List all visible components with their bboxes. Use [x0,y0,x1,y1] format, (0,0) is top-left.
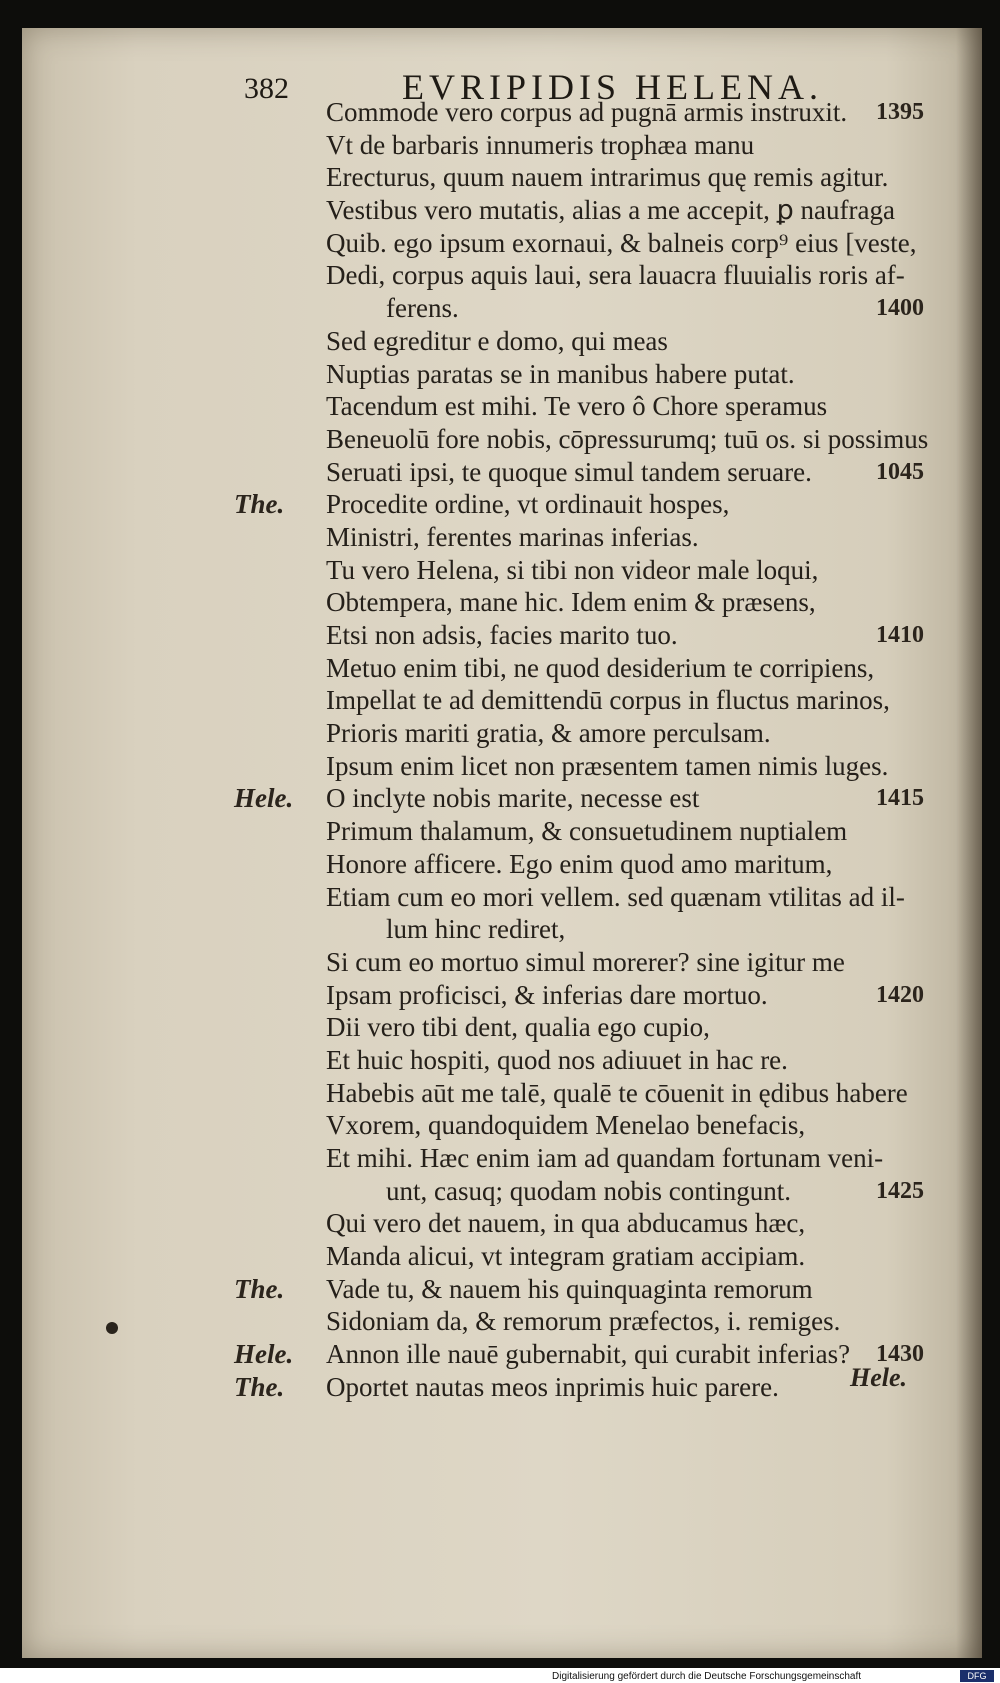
line-number: 1410 [876,622,924,648]
verse-line [22,913,982,946]
verse-line [22,358,982,391]
verse-line [22,586,982,619]
verse-line [22,1338,982,1371]
page-title: EVRIPIDIS HELENA. [402,67,823,107]
verse-line [22,96,982,129]
verse-text: Impellat te ad demittendū corpus in fluctus marinos, [326,685,890,716]
verse-text: Ipsum enim licet non præsentem tamen nimis luges. [326,750,889,781]
verse-text: Vxorem, quandoquidem Menelao benefacis, [326,1110,806,1141]
verse-text: Obtempera, mane hic. Idem enim & præsens, [326,587,816,618]
verse-line [22,161,982,194]
verse-text: Vt de barbaris innumeris trophæa manu [326,129,755,160]
verse-line [22,325,982,358]
verse-text: Annon ille nauē gubernabit, qui curabit inferias? [326,1339,851,1370]
verse-line [22,848,982,881]
verse-line [22,1273,982,1306]
verse-text: Habebis aūt me talē, qualē te cōuenit in ędibus habere [326,1077,908,1108]
verse-line [22,129,982,162]
verse-line [22,390,982,423]
verse-line [22,684,982,717]
speaker-label: The. [234,1371,285,1402]
verse-text: Honore afficere. Ego enim quod amo maritum, [326,848,833,879]
verse-line [22,1175,982,1208]
verse-line [22,782,982,815]
line-number: 1400 [876,295,924,322]
ink-blot [106,1322,118,1334]
verse-line [22,946,982,979]
verse-text: unt, casuq; quodam nobis contingunt. [386,1175,791,1206]
verse-line [22,881,982,914]
verse-line [22,1207,982,1240]
verse-text: Ministri, ferentes marinas inferias. [326,521,699,552]
speaker-label: The. [234,489,285,520]
verse-text: Etsi non adsis, facies marito tuo. [326,620,678,650]
verse-line [22,1011,982,1044]
verse-line [22,652,982,685]
verse-text: Beneuolū fore nobis, cōpressurumq; tuū os. si possimus [326,423,929,454]
verse-text: Dedi, corpus aquis laui, sera lauacra fluuialis roris af- [326,260,905,291]
verse-text: Quib. ego ipsum exornaui, & balneis corp⁹ eius [veste, [326,227,917,258]
verse-text: Vestibus vero mutatis, alias a me accepit, ꝑ naufraga [326,195,895,226]
speaker-label: Hele. [234,783,294,814]
verse-text: Oportet nautas meos inprimis huic parere. [326,1371,779,1402]
verse-text: O inclyte nobis marite, necesse est [326,783,700,814]
verse-text: Et huic hospiti, quod nos adiuuet in hac re. [326,1044,788,1075]
book-page [22,28,982,1658]
verse-text: Manda alicui, vt integram gratiam accipiam. [326,1241,806,1272]
verse-line [22,717,982,750]
verse-text: Procedite ordine, vt ordinauit hospes, [326,489,730,520]
verse-line [22,1305,982,1338]
line-number: 1420 [876,981,924,1008]
verse-text: Tu vero Helena, si tibi non videor male loqui, [326,554,819,585]
catchword: Hele. [850,1363,908,1392]
verse-text: Tacendum est mihi. Te vero ô Chore speramus [326,391,828,422]
speaker-label: The. [234,1273,285,1304]
verse-text: Et mihi. Hæc enim iam ad quandam fortunam veni- [326,1143,884,1173]
verse-text: Metuo enim tibi, ne quod desiderium te corripiens, [326,652,875,683]
verse-text: Qui vero det nauem, in qua abducamus hæc, [326,1208,806,1239]
verse-line [22,815,982,848]
verse-text-block [22,96,982,1404]
verse-line [22,456,982,489]
verse-text: Erecturus, quum nauem intrarimus quę remis agitur. [326,162,889,193]
verse-line [22,1142,982,1175]
verse-text: Etiam cum eo mori vellem. sed quænam vtilitas ad il- [326,881,905,912]
line-number: 1045 [876,458,924,485]
page-number: 382 [244,72,289,105]
verse-text: Vade tu, & nauem his quinquaginta remorum [326,1273,813,1304]
line-number: 1430 [876,1341,924,1368]
verse-text: Dii vero tibi dent, qualia ego cupio, [326,1012,710,1043]
verse-text: Si cum eo mortuo simul morerer? sine igitur me [326,946,845,977]
verse-line [22,194,982,227]
line-number: 1395 [876,99,924,125]
speaker-label: Hele. [234,1339,294,1370]
verse-line [22,259,982,292]
funding-note: Digitalisierung gefördert durch die Deutsche Forschungsgemeinschaft [552,1671,862,1682]
verse-line [22,1240,982,1273]
verse-line [22,1109,982,1142]
verse-text: Sed egreditur e domo, qui meas [326,325,668,356]
verse-text: Seruati ipsi, te quoque simul tandem seruare. [326,456,812,487]
verse-text: Ipsam proficisci, & inferias dare mortuo. [326,979,768,1010]
verse-line [22,488,982,521]
verse-line [22,554,982,587]
verse-line [22,292,982,325]
verse-text: ferens. [386,293,459,324]
line-number: 1425 [876,1177,924,1204]
verse-line [22,1371,982,1404]
dfg-logo: DFG [960,1670,994,1682]
verse-line [22,227,982,260]
verse-line [22,521,982,554]
verse-text: Commode vero corpus ad pugnā armis instruxit. [326,97,848,127]
line-number: 1415 [876,785,924,812]
verse-line [22,979,982,1012]
verse-line [22,750,982,783]
verse-line [22,619,982,652]
verse-text: Sidoniam da, & remorum præfectos, i. remiges. [326,1306,841,1337]
verse-text: Primum thalamum, & consuetudinem nuptialem [326,816,848,847]
verse-line [22,423,982,456]
verse-text: Nuptias paratas se in manibus habere putat. [326,358,795,389]
verse-line [22,1077,982,1110]
verse-text: Prioris mariti gratia, & amore perculsam. [326,718,771,749]
verse-line [22,1044,982,1077]
verse-text: lum hinc rediret, [386,914,566,945]
